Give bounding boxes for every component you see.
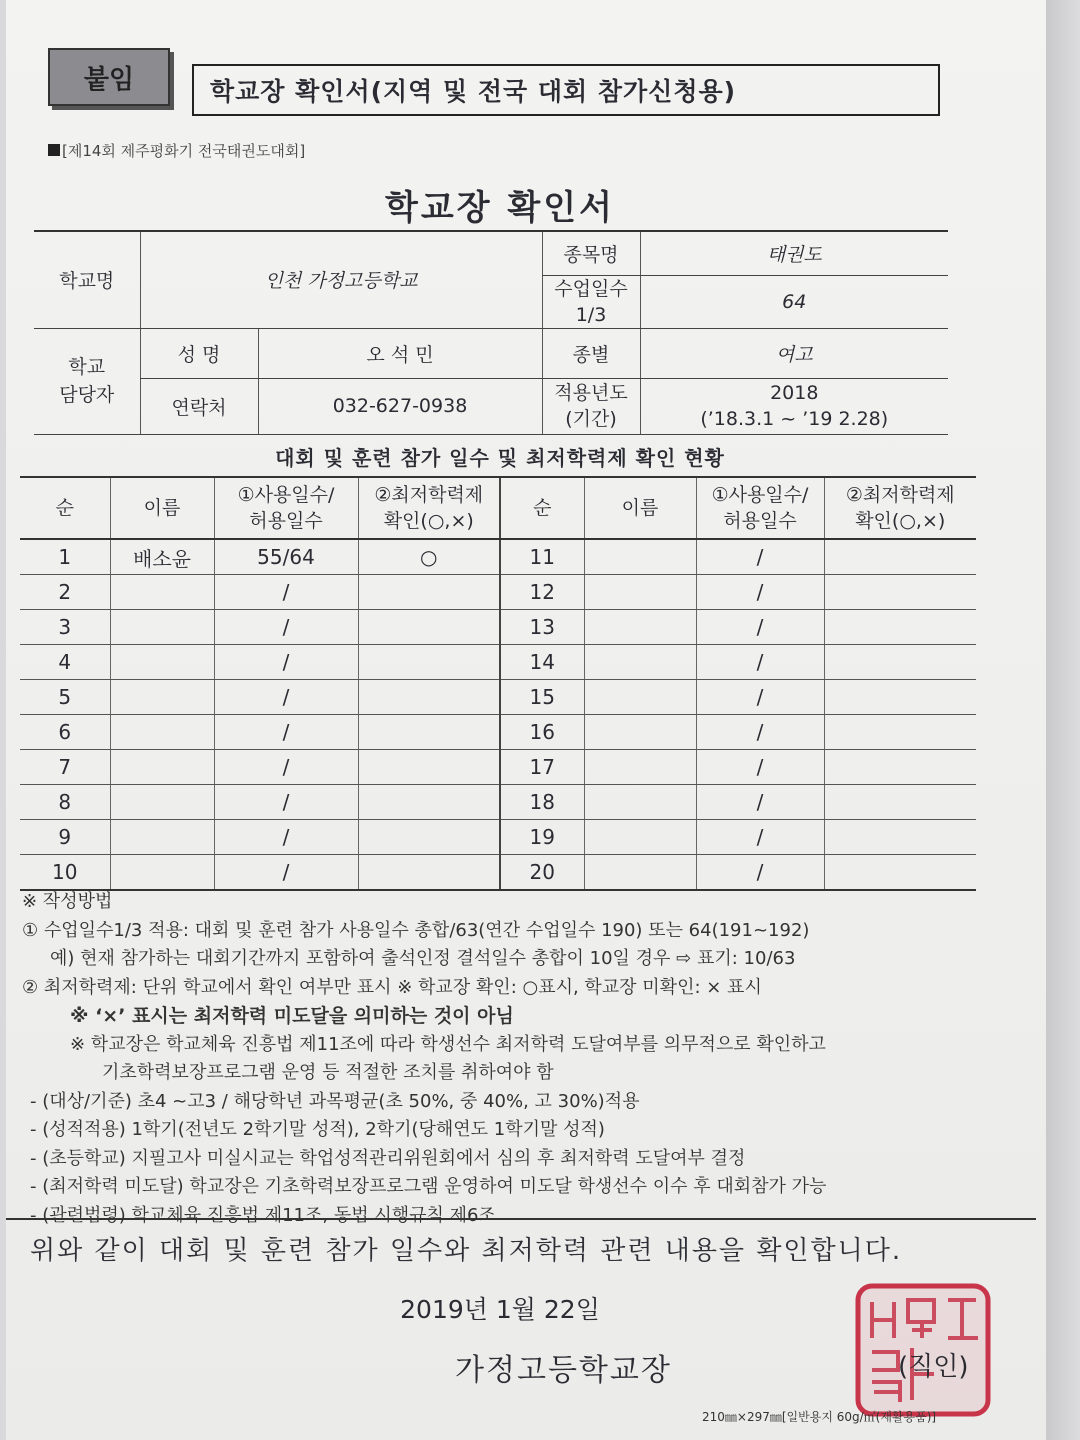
- note-4: ※ 학교장은 학교체육 진흥법 제11조에 따라 학생선수 최저학력 도달여부를 의무적으로 확인하고: [70, 1033, 826, 1055]
- sport-label: 종목명: [542, 231, 640, 275]
- row-check: [358, 715, 500, 750]
- note-2: ② 최저학력제: 단위 학교에서 확인 여부만 표시 ※ 학교장 확인: ○표시, 학교장 미확인: × 표시: [22, 976, 762, 998]
- note-3: ※ ‘×’ 표시는 최저학력 미도달을 의미하는 것이 아님: [70, 1005, 514, 1027]
- days-value: 64: [640, 275, 948, 328]
- type-label: 종별: [542, 328, 640, 378]
- row-days: /: [214, 785, 358, 820]
- row-number: 4: [20, 645, 110, 680]
- row-check-2: [824, 785, 976, 820]
- note-4-cont: 기초학력보장프로그램 운영 등 적절한 조치를 취하여야 함: [102, 1062, 554, 1083]
- name-value: 오 석 민: [258, 328, 542, 378]
- row-number-2: 19: [500, 820, 584, 855]
- row-number-2: 16: [500, 715, 584, 750]
- row-name: [110, 785, 214, 820]
- col-check-2: ②최저학력제 확인(○,×): [824, 477, 976, 539]
- col-check: ②최저학력제 확인(○,×): [358, 477, 500, 539]
- col-days: ①사용일수/ 허용일수: [214, 477, 358, 539]
- principal-signature: 가정고등학교장: [455, 1353, 672, 1388]
- instructions: [22, 888, 992, 1230]
- document-header: 학교장 확인서(지역 및 전국 대회 참가신청용): [192, 64, 940, 116]
- table-row: [20, 610, 976, 645]
- row-number: 10: [20, 855, 110, 891]
- type-value: 여고: [640, 328, 948, 378]
- name-label: 성 명: [140, 328, 258, 378]
- table-row: [20, 645, 976, 680]
- paper-spec: 210㎜×297㎜[일반용지 60g/㎡(재활용품)]: [702, 1410, 937, 1424]
- row-days: /: [214, 750, 358, 785]
- col-no: 순: [20, 477, 110, 539]
- confirmation-text: 위와 같이 대회 및 훈련 참가 일수와 최저학력 관련 내용을 확인합니다.: [30, 1236, 903, 1266]
- row-name: [110, 575, 214, 610]
- col-days-2: ①사용일수/ 허용일수: [696, 477, 824, 539]
- row-name: [110, 680, 214, 715]
- row-name: [110, 715, 214, 750]
- period-value: (’18.3.1 ~ ’19 2.28): [700, 408, 889, 430]
- seal-label: (직인): [898, 1352, 969, 1382]
- row-days: /: [214, 855, 358, 891]
- school-label: 학교명: [34, 231, 140, 328]
- page-edge: [1046, 0, 1080, 1440]
- row-name: [110, 820, 214, 855]
- row-name-2: [584, 610, 696, 645]
- row-number-2: 13: [500, 610, 584, 645]
- row-days: /: [214, 715, 358, 750]
- divider: [6, 1218, 1036, 1220]
- row-name: [110, 645, 214, 680]
- row-check: [358, 785, 500, 820]
- note-1-example: 예) 현재 참가하는 대회기간까지 포함하여 출석인정 결석일수 총합이 10일 경우 ⇨ 표기: 10/63: [50, 948, 796, 969]
- row-check-2: [824, 855, 976, 891]
- row-days: /: [214, 645, 358, 680]
- table-row: [20, 820, 976, 855]
- section-title: 대회 및 훈련 참가 일수 및 최저학력제 확인 현황: [275, 446, 725, 470]
- row-name-2: [584, 855, 696, 891]
- row-name: [110, 750, 214, 785]
- table-row: [20, 575, 976, 610]
- row-check-2: [824, 820, 976, 855]
- sport-value: 태권도: [640, 231, 948, 275]
- row-days: 55/64: [214, 539, 358, 575]
- row-number-2: 15: [500, 680, 584, 715]
- row-days-2: /: [696, 785, 824, 820]
- days-label: 수업일수 1/3: [542, 275, 640, 328]
- school-value: 인천 가정고등학교: [140, 231, 542, 328]
- row-days: /: [214, 680, 358, 715]
- table-row: [20, 785, 976, 820]
- table-row: [20, 680, 976, 715]
- row-number: 3: [20, 610, 110, 645]
- bullet-1: - (대상/기준) 초4 ~고3 / 해당학년 과목평균(초 50%, 중 40%, 고 30%)적용: [30, 1090, 640, 1112]
- row-check: [358, 855, 500, 891]
- row-number-2: 12: [500, 575, 584, 610]
- table-row: [20, 539, 976, 575]
- row-number-2: 11: [500, 539, 584, 575]
- row-days-2: /: [696, 715, 824, 750]
- year-value: 2018: [770, 382, 819, 404]
- bullet-4: - (최저학력 미도달) 학교장은 기초학력보장프로그램 운영하여 미도달 학생선수 이수 후 대회참가 가능: [30, 1176, 827, 1197]
- row-name-2: [584, 785, 696, 820]
- row-name-2: [584, 820, 696, 855]
- row-name-2: [584, 645, 696, 680]
- row-number-2: 18: [500, 785, 584, 820]
- page-title: 학교장 확인서: [385, 188, 615, 228]
- row-days-2: /: [696, 750, 824, 785]
- row-check-2: [824, 575, 976, 610]
- row-days-2: /: [696, 820, 824, 855]
- row-number: 9: [20, 820, 110, 855]
- row-number: 6: [20, 715, 110, 750]
- contact-value: 032-627-0938: [258, 378, 542, 434]
- row-number-2: 17: [500, 750, 584, 785]
- year-label: 적용년도 (기간): [542, 378, 640, 434]
- row-check: [358, 820, 500, 855]
- table-row: [20, 750, 976, 785]
- row-name-2: [584, 575, 696, 610]
- row-number: 7: [20, 750, 110, 785]
- row-name: [110, 855, 214, 891]
- row-days-2: /: [696, 610, 824, 645]
- bullet-3: - (초등학교) 지필고사 미실시교는 학업성적관리위원회에서 심의 후 최저학력 도달여부 결정: [30, 1147, 746, 1169]
- col-name: 이름: [110, 477, 214, 539]
- row-name-2: [584, 750, 696, 785]
- row-check-2: [824, 539, 976, 575]
- row-days-2: /: [696, 539, 824, 575]
- row-number-2: 20: [500, 855, 584, 891]
- row-name-2: [584, 539, 696, 575]
- row-name: [110, 610, 214, 645]
- row-days-2: /: [696, 575, 824, 610]
- row-check: [358, 610, 500, 645]
- manager-label: 학교 담당자: [34, 328, 140, 434]
- row-number: 5: [20, 680, 110, 715]
- row-check-2: [824, 645, 976, 680]
- row-number: 1: [20, 539, 110, 575]
- note-1: ① 수업일수1/3 적용: 대회 및 훈련 참가 사용일수 총합/63(연간 수업일수 190) 또는 64(191~192): [22, 919, 810, 941]
- row-check: ○: [358, 539, 500, 575]
- notes-heading: ※ 작성방법: [22, 891, 113, 912]
- row-name-2: [584, 680, 696, 715]
- bullet-2: - (성적적용) 1학기(전년도 2학기말 성적), 2학기(당해연도 1학기말 성적): [30, 1119, 605, 1140]
- square-bullet-icon: [48, 144, 60, 156]
- row-check: [358, 575, 500, 610]
- year-cell: [640, 378, 948, 434]
- info-table: [34, 230, 948, 435]
- row-check-2: [824, 680, 976, 715]
- row-days-2: /: [696, 645, 824, 680]
- row-number: 8: [20, 785, 110, 820]
- row-days-2: /: [696, 855, 824, 891]
- row-name: 배소윤: [110, 539, 214, 575]
- bullet-5: - (관련법령) 학교체육 진흥법 제11조, 동법 시행규칙 제6조: [30, 1204, 496, 1226]
- contact-label: 연락처: [140, 378, 258, 434]
- row-check: [358, 750, 500, 785]
- document-date: 2019년 1월 22일: [400, 1295, 600, 1324]
- row-number-2: 14: [500, 645, 584, 680]
- row-days: /: [214, 610, 358, 645]
- row-check-2: [824, 610, 976, 645]
- table-row: [20, 855, 976, 891]
- col-name-2: 이름: [584, 477, 696, 539]
- row-check: [358, 680, 500, 715]
- col-no-2: 순: [500, 477, 584, 539]
- participation-table: [20, 476, 976, 891]
- event-name-text: [제14회 제주평화기 전국태권도대회]: [62, 142, 306, 160]
- row-days-2: /: [696, 680, 824, 715]
- row-number: 2: [20, 575, 110, 610]
- attachment-badge: 붙임: [48, 48, 170, 106]
- row-check-2: [824, 715, 976, 750]
- row-check-2: [824, 750, 976, 785]
- row-name-2: [584, 715, 696, 750]
- row-days: /: [214, 575, 358, 610]
- row-check: [358, 645, 500, 680]
- event-name: [48, 140, 305, 161]
- table-row: [20, 715, 976, 750]
- row-days: /: [214, 820, 358, 855]
